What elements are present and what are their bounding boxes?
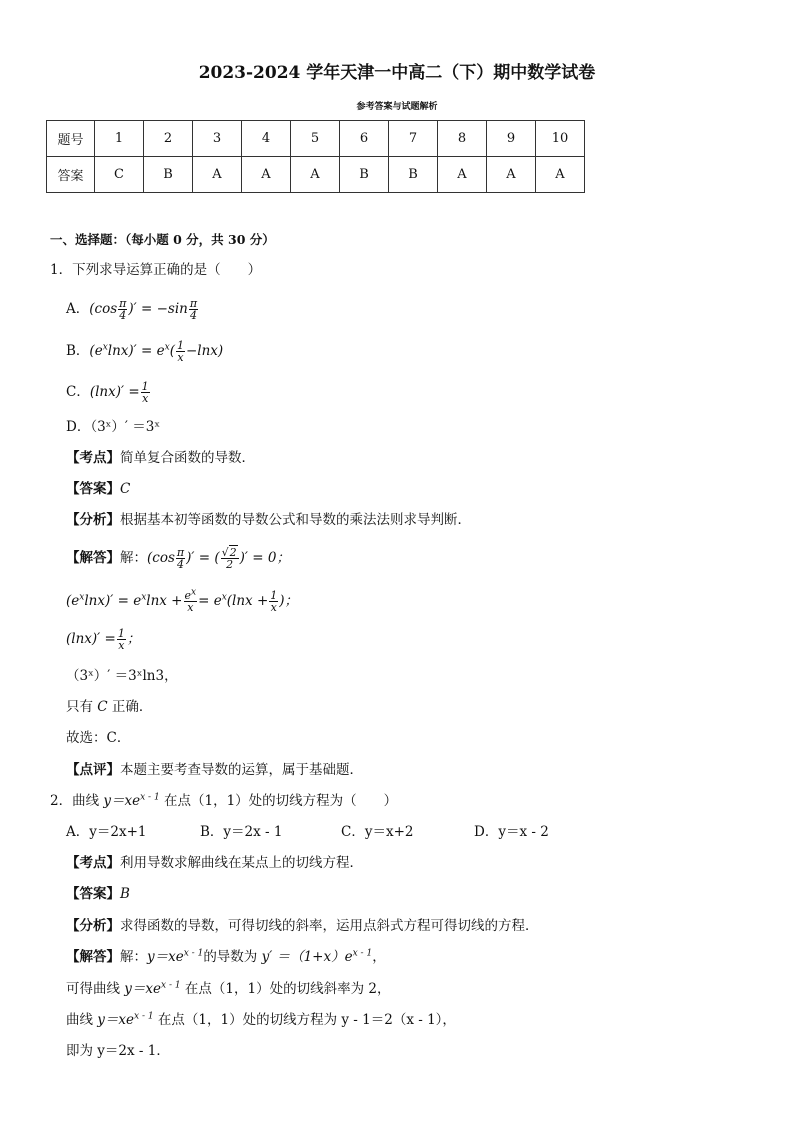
frac-den: 4 <box>177 558 184 571</box>
frac-num: 1 <box>141 380 149 393</box>
fraction <box>176 547 185 570</box>
exponent: x - 1 <box>183 948 204 959</box>
tag-label: 【解答】 <box>66 550 120 566</box>
tag-label: 【点评】 <box>66 762 120 778</box>
exponent: x <box>164 342 170 353</box>
math-text: y＝xe <box>103 793 141 809</box>
exponent: x <box>141 592 147 603</box>
text: 只有 <box>66 699 98 715</box>
sqrt-radicand: 2 <box>229 546 237 559</box>
frac-num-base: e <box>184 589 192 602</box>
q1-answer <box>66 480 130 498</box>
math-text: (lnx)′ = <box>89 384 140 400</box>
table-cell: C <box>95 157 144 193</box>
tag-label: 【分析】 <box>66 918 120 934</box>
table-cell: 7 <box>389 121 438 157</box>
math-text: = e <box>198 593 222 609</box>
frac-num: π <box>189 297 198 310</box>
table-cell: 3 <box>193 121 242 157</box>
math-text: (e <box>66 593 80 609</box>
math-text: ； <box>126 631 141 647</box>
frac-den: 4 <box>189 309 197 322</box>
jieda-prefix: 解： <box>120 550 147 566</box>
math-text: (cos <box>89 301 118 317</box>
fraction <box>176 340 185 363</box>
table-cell: B <box>144 157 193 193</box>
table-cell: 8 <box>438 121 487 157</box>
table-cell: A <box>536 157 585 193</box>
q1-jieda-line1 <box>66 547 290 570</box>
q1-jieda-line6: 故选：C． <box>66 730 131 746</box>
frac-den: x <box>187 601 194 614</box>
option-label: A． <box>66 301 90 317</box>
answer-text: B <box>120 886 130 902</box>
math-text: y＝xe <box>147 949 184 965</box>
frac-num: 1 <box>117 627 125 640</box>
q1-option-b <box>66 340 223 363</box>
q2-jieda-line4: 即为 y＝2x - 1． <box>66 1043 170 1059</box>
table-cell: B <box>340 157 389 193</box>
fraction <box>189 298 198 321</box>
dianping-text: 本题主要考查导数的运算，属于基础题． <box>120 762 363 778</box>
text: 在点（1，1）处的切线方程为 y - 1＝2（x - 1）， <box>153 1012 456 1028</box>
table-cell: A <box>438 157 487 193</box>
fraction <box>269 590 278 613</box>
text: 的导数为 <box>203 949 262 965</box>
frac-num: 1 <box>176 339 184 352</box>
q1-option-a <box>66 298 199 321</box>
q2-option-c: C．y＝x+2 <box>341 824 414 840</box>
page-title: 2023-2024 学年天津一中高二（下）期中数学试卷 <box>198 63 596 83</box>
q1-dianping <box>66 761 363 779</box>
italic-letter: C <box>97 699 108 715</box>
page-subtitle: 参考答案与试题解析 <box>356 102 438 112</box>
q2-option-b: B．y＝2x - 1 <box>200 824 283 840</box>
fraction <box>221 547 239 570</box>
q1-jieda-line3 <box>66 628 140 651</box>
q1-option-c <box>66 381 151 404</box>
frac-num: 1 <box>270 589 278 602</box>
q1-stem: 1．下列求导运算正确的是（ ） <box>50 262 262 278</box>
math-text: )′ = 0； <box>239 550 290 566</box>
exponent: x - 1 <box>352 948 373 959</box>
frac-den: 4 <box>119 309 127 322</box>
text: ， <box>372 949 386 965</box>
fenxi-text: 求得函数的导数，可得切线的斜率，运用点斜式方程可得切线的方程． <box>120 918 539 934</box>
math-text: lnx + <box>146 593 183 609</box>
math-text: y＝xe <box>124 981 162 997</box>
text: 2．曲线 <box>50 793 104 809</box>
table-cell: A <box>487 157 536 193</box>
math-text: −lnx) <box>185 343 224 359</box>
fenxi-text: 根据基本初等函数的导数公式和导数的乘法法则求导判断． <box>120 512 471 528</box>
fraction <box>117 628 126 651</box>
section-header: 一、选择题：（每小题 0 分，共 30 分） <box>50 232 275 247</box>
tag-label: 【解答】 <box>66 949 120 965</box>
q1-kaodian <box>66 449 255 467</box>
q2-jieda-line1 <box>66 948 386 966</box>
tag-label: 【考点】 <box>66 855 120 871</box>
q1-option-d: D．（3ˣ）′ ＝3ˣ <box>66 419 161 435</box>
tag-label: 【分析】 <box>66 512 120 528</box>
text: 解： <box>120 949 147 965</box>
table-cell: 2 <box>144 121 193 157</box>
exponent: x - 1 <box>161 980 181 991</box>
q2-jieda-line2 <box>66 980 390 998</box>
table-cell: A <box>242 157 291 193</box>
q1-jieda-line2 <box>66 587 299 614</box>
frac-den: x <box>142 392 149 405</box>
math-text: )′ = −sin <box>128 301 188 317</box>
table-cell: B <box>389 157 438 193</box>
math-text: y＝xe <box>97 1012 135 1028</box>
table-row-numbers <box>47 121 585 157</box>
frac-den: 2 <box>226 558 234 571</box>
math-text: ( <box>169 343 175 359</box>
math-text: (lnx + <box>226 593 269 609</box>
exponent: x - 1 <box>140 792 160 803</box>
q2-stem <box>50 792 397 810</box>
row-label-answer: 答案 <box>47 157 95 193</box>
table-cell: 1 <box>95 121 144 157</box>
math-text: )′ = ( <box>186 550 220 566</box>
table-cell: 5 <box>291 121 340 157</box>
tag-label: 【答案】 <box>66 886 120 902</box>
exponent: x <box>191 587 197 598</box>
math-text: y′ ＝（1+x）e <box>261 949 353 965</box>
table-cell: 10 <box>536 121 585 157</box>
math-text: )； <box>279 593 299 609</box>
answer-table <box>46 120 585 193</box>
exponent: x <box>102 342 108 353</box>
q1-jieda-line4: （3ˣ）′ ＝3ˣln3， <box>66 668 178 684</box>
tag-label: 【考点】 <box>66 450 120 466</box>
frac-num: √2 <box>221 546 237 559</box>
q2-jieda-line3 <box>66 1011 456 1029</box>
exponent: x <box>79 592 85 603</box>
row-label-number: 题号 <box>47 121 95 157</box>
table-cell: 9 <box>487 121 536 157</box>
tag-label: 【答案】 <box>66 481 120 497</box>
text: 可得曲线 <box>66 981 125 997</box>
text: 在点（1，1）处的切线斜率为 2， <box>180 981 391 997</box>
fraction <box>118 298 127 321</box>
math-text: (cos <box>147 550 175 566</box>
text: 曲线 <box>66 1012 98 1028</box>
q2-fenxi <box>66 917 539 935</box>
frac-den: x <box>177 351 184 364</box>
text: 正确． <box>107 699 153 715</box>
option-label: B． <box>66 343 90 359</box>
math-text: (lnx)′ = <box>66 631 116 647</box>
frac-num: π <box>176 546 185 559</box>
q2-option-d: D．y＝x - 2 <box>474 824 549 840</box>
q2-answer <box>66 885 130 903</box>
option-label: C． <box>66 384 90 400</box>
table-cell: A <box>193 157 242 193</box>
kaodian-text: 简单复合函数的导数． <box>120 450 255 466</box>
math-text: lnx)′ = e <box>84 593 142 609</box>
q1-fenxi <box>66 511 471 529</box>
table-cell: 6 <box>340 121 389 157</box>
kaodian-text: 利用导数求解曲线在某点上的切线方程． <box>120 855 363 871</box>
answer-text: C <box>120 481 131 497</box>
exponent: x <box>221 592 227 603</box>
fraction <box>184 587 198 614</box>
frac-den: x <box>118 639 125 652</box>
math-text: lnx)′ = e <box>107 343 165 359</box>
table-cell: 4 <box>242 121 291 157</box>
q1-jieda-line5 <box>66 698 152 716</box>
q2-option-a: A．y＝2x+1 <box>66 824 147 840</box>
table-row-answers <box>47 157 585 193</box>
math-text: (e <box>89 343 103 359</box>
frac-den: x <box>270 601 277 614</box>
q2-kaodian <box>66 854 363 872</box>
table-cell: A <box>291 157 340 193</box>
exponent: x - 1 <box>134 1011 154 1022</box>
fraction <box>141 381 150 404</box>
text: 在点（1，1）处的切线方程为（ ） <box>159 793 398 809</box>
frac-num: π <box>119 297 127 310</box>
